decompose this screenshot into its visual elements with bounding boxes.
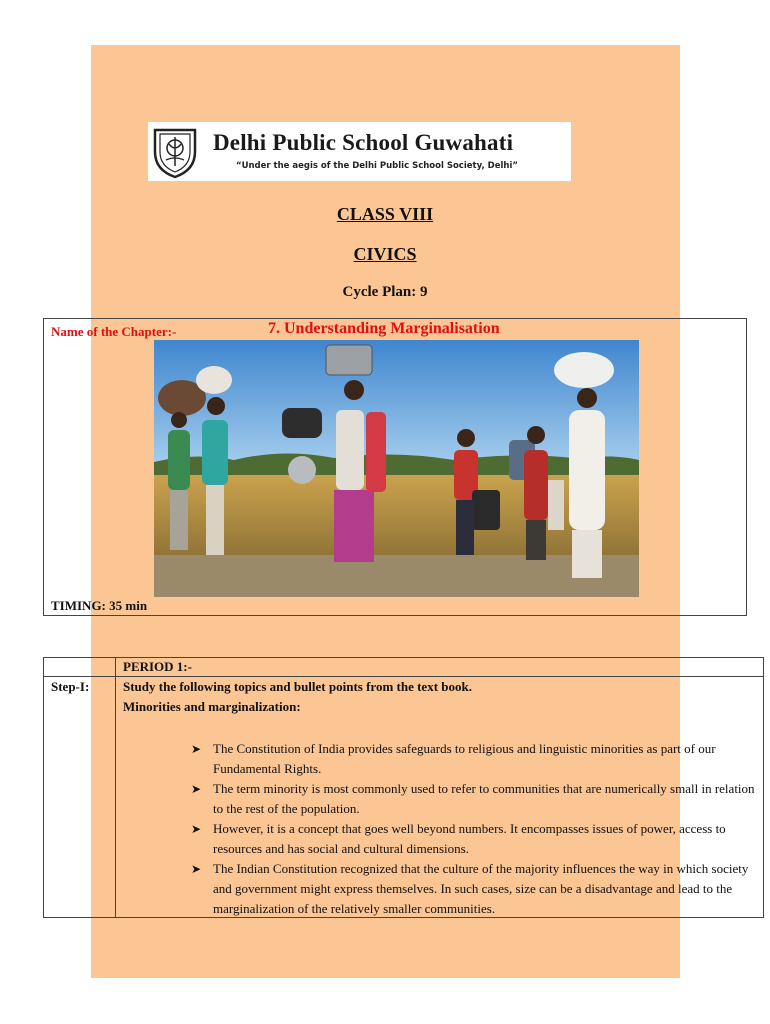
bullet-list [191, 739, 758, 919]
timing-label: TIMING: 35 min [51, 598, 148, 613]
table-row-divider [44, 676, 763, 677]
subject-heading: CIVICS [353, 244, 417, 264]
table-column-divider [115, 658, 116, 917]
cycle-plan-heading: Cycle Plan: 9 [342, 284, 428, 300]
list-item-text: However, it is a concept that goes well beyond numbers. It encompasses issues of power, access to resources and has social and cultural dimensions. [213, 821, 726, 856]
class-heading: CLASS VIII [336, 204, 434, 224]
arrow-bullet-icon: ➤ [191, 742, 202, 756]
list-item [191, 859, 758, 919]
school-crest-icon [151, 124, 199, 179]
list-item-text: The Indian Constitution recognized that the culture of the majority influences the way in which society and government might express themselves. In such cases, size can be a disadvantage and lead to the marginalization of the relatively smaller communities. [213, 861, 749, 916]
step-label: Step-I: [51, 679, 90, 694]
list-item [191, 739, 758, 779]
arrow-bullet-icon: ➤ [191, 862, 202, 876]
migrants-walking-photo [154, 340, 639, 597]
study-instruction: Study the following topics and bullet points from the text book. [123, 679, 472, 694]
chapter-label: Name of the Chapter:- [51, 324, 177, 339]
arrow-bullet-icon: ➤ [191, 822, 202, 836]
chapter-title: 7. Understanding Marginalisation [268, 320, 500, 337]
topic-heading: Minorities and marginalization: [123, 699, 301, 714]
arrow-bullet-icon: ➤ [191, 782, 202, 796]
list-item [191, 779, 758, 819]
period-label: PERIOD 1:- [123, 659, 192, 674]
school-logo-banner [148, 122, 571, 181]
list-item [191, 819, 758, 859]
list-item-text: The term minority is most commonly used to refer to communities that are numerically small in relation to the rest of the population. [213, 781, 755, 816]
school-tagline: “Under the aegis of the Delhi Public School Society, Delhi” [236, 161, 518, 171]
school-name: Delhi Public School Guwahati [213, 130, 514, 155]
list-item-text: The Constitution of India provides safeguards to religious and linguistic minorities as part of our Fundamental Rights. [213, 741, 716, 776]
